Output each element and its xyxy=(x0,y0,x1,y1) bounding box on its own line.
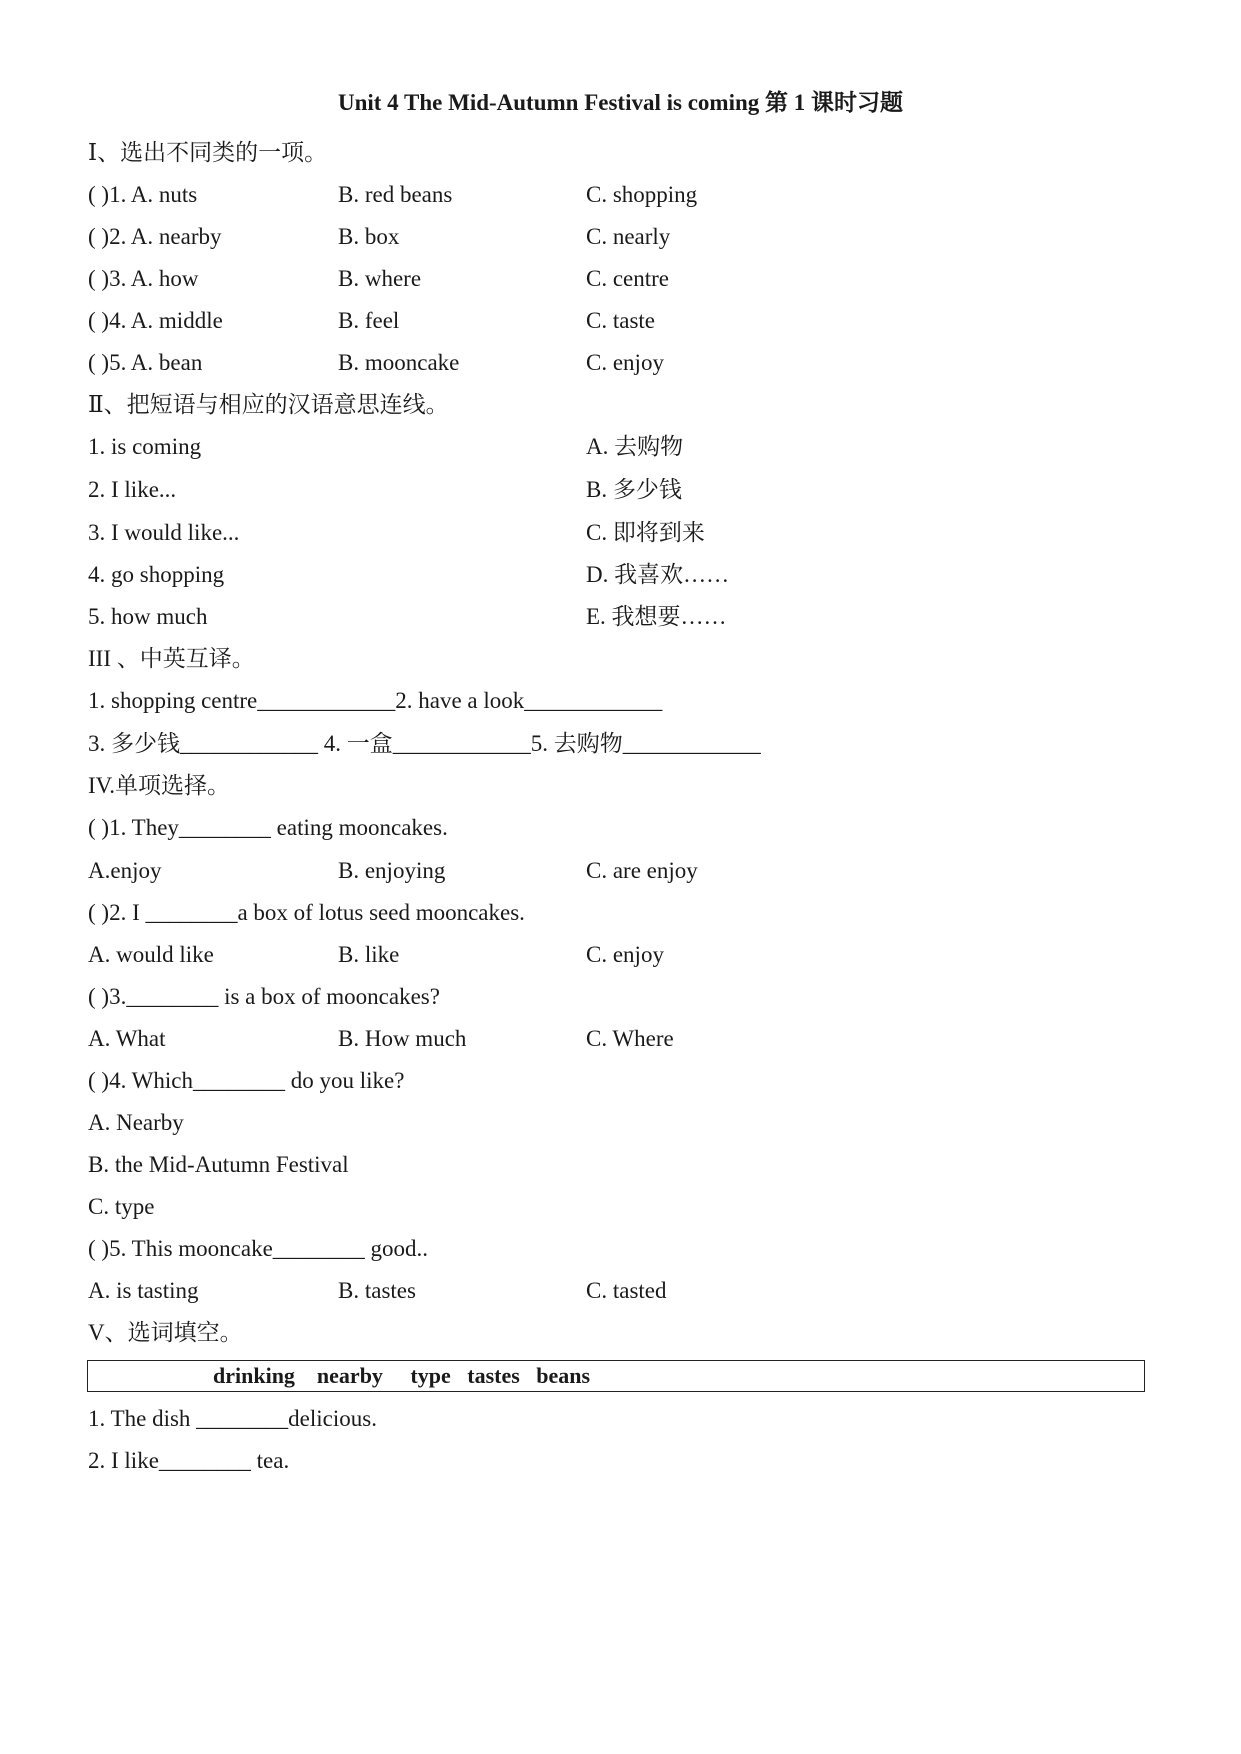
question-stem: ( )3.________ is a box of mooncakes? xyxy=(88,984,440,1009)
section2-heading: Ⅱ、把短语与相应的汉语意思连线。 xyxy=(88,392,449,417)
phrase-english: 3. I would like... xyxy=(88,520,240,545)
phrase-english: 1. is coming xyxy=(88,434,202,459)
phrase-chinese: B. 多少钱 xyxy=(586,477,682,502)
option-c: C. centre xyxy=(586,266,670,291)
translation-line: 1. shopping centre____________2. have a look____________ xyxy=(88,688,663,713)
option-b: B. box xyxy=(338,224,400,249)
option-b: B. mooncake xyxy=(338,350,460,375)
question-text: ( )1. A. nuts xyxy=(88,182,198,207)
option-c: C. taste xyxy=(586,308,655,333)
phrase-english: 5. how much xyxy=(88,604,208,629)
option-a: A.enjoy xyxy=(88,858,162,883)
option-b: B. enjoying xyxy=(338,858,446,883)
fill-blank-question: 1. The dish ________delicious. xyxy=(88,1406,377,1431)
option-b: B. where xyxy=(338,266,422,291)
section1-heading: Ⅰ、选出不同类的一项。 xyxy=(88,140,328,165)
section5-heading: V、选词填空。 xyxy=(88,1320,243,1345)
option-c: C. nearly xyxy=(586,224,671,249)
question-text: ( )3. A. how xyxy=(88,266,199,291)
word-bank-box xyxy=(87,1360,1145,1392)
worksheet-title: Unit 4 The Mid-Autumn Festival is coming 第 1 课时习题 xyxy=(337,90,904,115)
option-b: B. like xyxy=(338,942,400,967)
option-a: A. Nearby xyxy=(88,1110,184,1135)
option-c: C. enjoy xyxy=(586,350,664,375)
option-b: B. feel xyxy=(338,308,400,333)
option-a: A. would like xyxy=(88,942,214,967)
translation-line: 3. 多少钱____________ 4. 一盒____________5. 去购物____________ xyxy=(88,731,761,756)
phrase-chinese: C. 即将到来 xyxy=(586,520,705,545)
fill-blank-question: 2. I like________ tea. xyxy=(88,1448,290,1473)
option-a: A. What xyxy=(88,1026,166,1051)
section3-heading: III 、中英互译。 xyxy=(88,646,255,671)
question-stem: ( )2. I ________a box of lotus seed mooncakes. xyxy=(88,900,525,925)
section4-heading: IV.单项选择。 xyxy=(88,773,231,798)
option-c: C. are enjoy xyxy=(586,858,698,883)
phrase-chinese: E. 我想要…… xyxy=(586,604,727,629)
phrase-chinese: D. 我喜欢…… xyxy=(586,562,730,587)
word-bank: drinking nearby type tastes beans xyxy=(213,1363,591,1388)
option-b: B. How much xyxy=(338,1026,467,1051)
option-c: C. Where xyxy=(586,1026,674,1051)
option-c: C. shopping xyxy=(586,182,698,207)
question-text: ( )5. A. bean xyxy=(88,350,203,375)
option-b: B. tastes xyxy=(338,1278,416,1303)
option-a: A. is tasting xyxy=(88,1278,199,1303)
question-stem: ( )1. They________ eating mooncakes. xyxy=(88,815,448,840)
option-c: C. enjoy xyxy=(586,942,664,967)
phrase-english: 4. go shopping xyxy=(88,562,225,587)
option-b: B. red beans xyxy=(338,182,453,207)
option-c: C. type xyxy=(88,1194,155,1219)
question-text: ( )2. A. nearby xyxy=(88,224,222,249)
phrase-english: 2. I like... xyxy=(88,477,177,502)
option-c: C. tasted xyxy=(586,1278,667,1303)
question-stem: ( )4. Which________ do you like? xyxy=(88,1068,405,1093)
phrase-chinese: A. 去购物 xyxy=(586,434,684,459)
question-text: ( )4. A. middle xyxy=(88,308,223,333)
option-b: B. the Mid-Autumn Festival xyxy=(88,1152,349,1177)
question-stem: ( )5. This mooncake________ good.. xyxy=(88,1236,429,1261)
